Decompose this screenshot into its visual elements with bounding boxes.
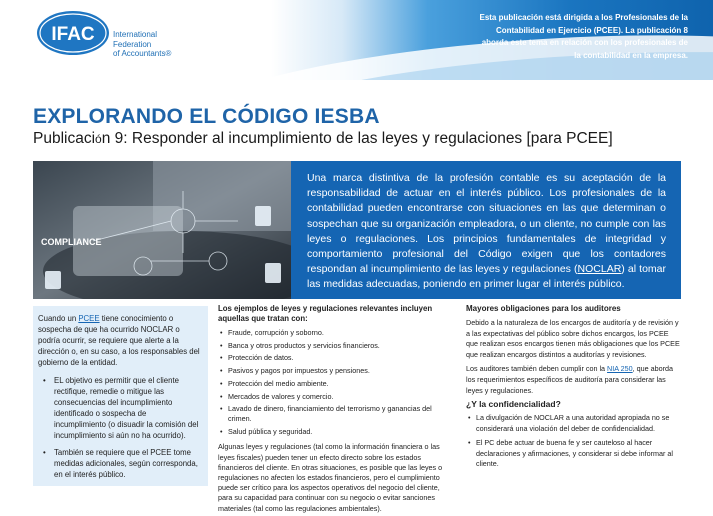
intro-text: Una marca distintiva de la profesión contable es su aceptación de la responsabilidad de actuar en el interés público. Los profesionales de la contabilidad pueden encontrarse con situaciones en las que determinan o sospechan que su organización empleadora, o un cliente, no cumple con las leyes o regulaciones. Los principios fundamentales de integridad y comportamiento profesional del Código exigen que los contadores respondan al incumplimiento de las leyes y regulaciones ( xyxy=(307,172,666,276)
page-title: EXPLORANDO EL CÓDIGO IESBA xyxy=(33,105,380,128)
auditor-obligations-section xyxy=(466,304,681,473)
org-name-line1: International xyxy=(113,30,158,39)
laws-paragraph: Algunas leyes y regulaciones (tal como la información financiera o las leyes fiscales) pueden tener un efecto directo sobre los estados financieros del cliente. En otras situaciones, es posible que las leyes o regulaciones no afecten los estados financieros, pero el cumplimiento puede ser crítico para los aspectos operativos del negocio del cliente, para su capacidad para continuar con su negocio o evitar sanciones materiales (tal como las regulaciones ambientales). xyxy=(218,442,443,513)
nia-text-start: Los auditores también deben cumplir con la xyxy=(466,363,608,373)
list-item: • Protección de datos. xyxy=(218,353,450,363)
nia-paragraph xyxy=(466,364,681,396)
list-item: • Salud pública y seguridad. xyxy=(218,427,450,437)
pcee-bullets xyxy=(38,375,200,480)
list-item: • Fraude, corrupción y soborno. xyxy=(218,328,450,338)
org-name-line3: of Accountants® xyxy=(113,49,172,58)
photo-label: COMPLIANCE xyxy=(41,237,102,247)
subtitle-number: n 9: xyxy=(101,130,132,147)
audience-note xyxy=(440,12,688,62)
pcee-paragraph xyxy=(38,313,200,368)
nia-text-rest: , que aborda los requerimientos específicos de auditoría para considerar las leyes y regulaciones. xyxy=(466,363,673,395)
compliance-photo xyxy=(33,161,291,299)
confidentiality-bullet-good-faith: • El PC debe actuar de buena fe y ser cauteloso al hacer declaraciones y afirmaciones, y considerar si debe informar al cliente. xyxy=(466,438,681,470)
auditors-heading: Mayores obligaciones para los auditores xyxy=(466,304,621,313)
audience-line4: la contabilidad en la empresa. xyxy=(574,50,688,60)
pcee-text-rest: tiene conocimiento o sospecha de que ha ocurrido NOCLAR o podría ocurrir, se requiere que alerte a la dirección o, en su caso, a los responsables del gobierno de la entidad. xyxy=(38,314,200,367)
pcee-bullet-objective: • EL objetivo es permitir que el cliente rectifique, remedie o mitigue las consecuencias del incumplimiento identificado o sospecha de incumplimiento (o disuadir la comisión del incumplimiento si aún no ha ocurrido). xyxy=(38,375,200,441)
logo-text: IFAC xyxy=(51,24,95,45)
pcee-link[interactable]: PCEE xyxy=(78,314,100,323)
noclar-link[interactable]: NOCLAR xyxy=(577,263,622,276)
ifac-logo xyxy=(36,10,110,56)
laws-heading: Los ejemplos de leyes y regulaciones relevantes incluyen aquellas que tratan con: xyxy=(218,304,433,323)
list-item: • Mercados de valores y comercio. xyxy=(218,392,450,402)
laws-list xyxy=(218,328,450,437)
list-item: • Banca y otros productos y servicios financieros. xyxy=(218,341,450,351)
subtitle-accent: ó xyxy=(95,132,102,146)
audience-line2: Contabilidad en Ejercicio (PCEE). La publicación 8 xyxy=(495,25,688,35)
list-item: • Pasivos y pagos por impuestos y pensiones. xyxy=(218,366,450,376)
pcee-info-box xyxy=(33,306,208,486)
intro-text-end: ) al tomar las medidas adecuadas, poniendo en primer lugar el interés público. xyxy=(307,263,667,291)
laws-examples-section xyxy=(218,304,450,514)
org-name xyxy=(113,30,171,59)
list-item: • Protección del medio ambiente. xyxy=(218,379,450,389)
confidentiality-list xyxy=(466,413,681,470)
org-name-line2: Federation xyxy=(113,39,152,49)
audience-line1: Esta publicación está dirigida a los Profesionales de la xyxy=(479,13,688,22)
subtitle-main: Responder al incumplimiento de las leyes y regulaciones [para PCEE] xyxy=(131,130,613,147)
audience-line3: aborda este tema en relación con los profesionales de xyxy=(481,38,688,47)
subtitle-prefix: Publicaci xyxy=(33,130,96,147)
intro-panel xyxy=(291,161,681,299)
pcee-bullet-further-action: • También se requiere que el PCEE tome medidas adicionales, según corresponda, en el interés público. xyxy=(38,447,200,480)
list-item: • Lavado de dinero, financiamiento del terrorismo y ganancias del crimen. xyxy=(218,404,450,424)
pcee-text-start: Cuando un xyxy=(38,314,79,323)
confidentiality-heading: ¿Y la confidencialidad? xyxy=(466,399,561,410)
confidentiality-bullet-disclosure: • La divulgación de NOCLAR a una autoridad apropiada no se considerará una violación del deber de confidencialidad. xyxy=(466,413,681,435)
page-subtitle xyxy=(33,130,613,148)
nia-250-link[interactable]: NIA 250 xyxy=(607,363,633,373)
auditors-paragraph: Debido a la naturaleza de los encargos de auditoría y de revisión y a las expectativas del público sobre dichos encargos, los PCEE que realizan esos encargos tienen más obligaciones que los PCEE que realizan encargos distintos a auditorías y revisiones. xyxy=(466,317,680,360)
